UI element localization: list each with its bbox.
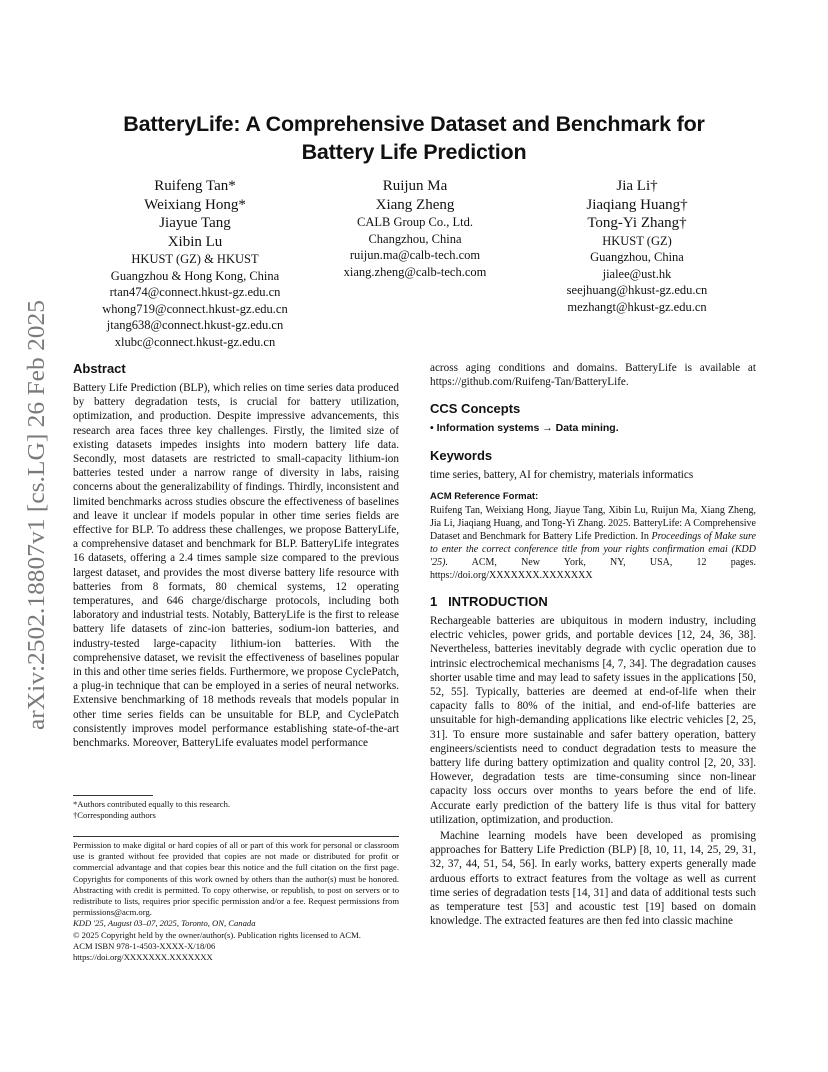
- permission-block: [73, 836, 399, 963]
- copyright-line: © 2025 Copyright held by the owner/author(s). Publication rights licensed to ACM.: [73, 929, 361, 940]
- author-email[interactable]: whong719@connect.hkust-gz.edu.cn: [102, 301, 288, 316]
- author-name: Jiayue Tang: [159, 215, 231, 231]
- author-email[interactable]: jialee@ust.hk: [602, 266, 672, 281]
- affiliation: CALB Group Co., Ltd.: [357, 215, 473, 229]
- intro-paragraph-1: Rechargeable batteries are ubiquitous in modern industry, including electric vehicles, power grids, and portable devices [12, 24, 36, 38]. Nevertheless, batteries inevitably degrade with cyclic operation due to intrinsic electrochemical mechanisms [4, 7, 34]. The degradation causes shorter usable time and may lead to safety issues in the applications [50, 52, 55]. Typically, batteries are deemed at end-of-life when their capacity falls to 80% of the initial, and end-of-life batteries are unsuitable for high-demanding applications like electric vehicles [2, 25, 31]. To ensure more sustainable and safer battery operation, battery engineers/scientists need to conduct degradation tests to measure the battery life during battery optimization and quality control [2, 20, 33]. However, degradation tests are time-consuming since non-linear capacity loss occurs over months to years before the end of life. Accurate early prediction of the battery life is thus vital for battery utilization, optimization, and production.: [430, 615, 756, 826]
- affiliation: HKUST (GZ) & HKUST: [131, 252, 259, 266]
- author-block-hkust-gz: [522, 177, 752, 315]
- footnote-rule: [73, 795, 153, 796]
- footnote-corresponding: †Corresponding authors: [73, 810, 156, 820]
- author-footnotes: [73, 795, 399, 821]
- author-email[interactable]: xlubc@connect.hkust-gz.edu.cn: [114, 334, 276, 349]
- introduction-heading: 1 INTRODUCTION: [430, 594, 548, 610]
- author-email[interactable]: ruijun.ma@calb-tech.com: [349, 248, 481, 262]
- acm-reference-proceedings: Proceedings of Make sure to enter the correct conference title from your rights confirmation emai (KDD '25).: [430, 531, 756, 569]
- venue-line: KDD '25, August 03–07, 2025, Toronto, ON, Canada: [73, 918, 256, 929]
- isbn-line: ACM ISBN 978-1-4503-XXXX-X/18/06: [73, 940, 216, 951]
- affiliation-location: Guangzhou, China: [590, 250, 684, 264]
- permission-rule: [73, 836, 399, 837]
- author-email[interactable]: xiang.zheng@calb-tech.com: [343, 264, 487, 279]
- footnote-equal-contribution: *Authors contributed equally to this research.: [73, 799, 231, 809]
- intro-paragraph-2: Machine learning models have been developed as promising approaches for Battery Life Prediction (BLP) [8, 10, 11, 14, 25, 29, 31, 32, 37, 44, 51, 54, 56]. In early works, battery experts generally made arduous efforts to extract features from the voltage as well as current time series of degradation tests [14, 31] and data of additional tests such as temperature test [53] and acoustic test [19] based on domain knowledge. The extracted features are then fed into classic machine: [430, 830, 756, 928]
- acm-reference-text: [430, 504, 756, 582]
- keywords-heading: Keywords: [430, 447, 493, 463]
- arxiv-stamp-text: arXiv:2502.18807v1 [cs.LG] 26 Feb 2025: [24, 324, 50, 730]
- author-block-calb: [300, 177, 530, 280]
- title-line-1: BatteryLife: A Comprehensive Dataset and Benchmark for: [123, 112, 705, 136]
- affiliation: HKUST (GZ): [602, 233, 672, 248]
- author-name: Tong-Yi Zhang†: [587, 215, 687, 231]
- title-line-2: Battery Life Prediction: [301, 140, 527, 164]
- author-name: Weixiang Hong*: [144, 196, 246, 213]
- author-name: Xibin Lu: [167, 233, 223, 250]
- author-name: Jia Li†: [616, 178, 658, 194]
- right-column: [430, 361, 756, 928]
- affiliation-location: Changzhou, China: [368, 231, 462, 246]
- author-name: Ruifeng Tan*: [154, 178, 236, 194]
- doi-link[interactable]: https://doi.org/XXXXXXX.XXXXXXX: [73, 952, 213, 963]
- author-block-hkust: [80, 177, 310, 350]
- acm-reference-heading: ACM Reference Format:: [430, 490, 539, 502]
- author-email[interactable]: rtan474@connect.hkust-gz.edu.cn: [109, 285, 281, 299]
- author-email[interactable]: jtang638@connect.hkust-gz.edu.cn: [106, 318, 284, 332]
- author-name: Jiaqiang Huang†: [586, 196, 688, 213]
- author-name: Ruijun Ma: [382, 178, 448, 194]
- keywords-text: time series, battery, AI for chemistry, materials informatics: [430, 468, 694, 481]
- abstract-text: Battery Life Prediction (BLP), which relies on time series data produced by battery degradation tests, is crucial for battery utilization, optimization, and production. Despite impressive advancements, this research area faces three key challenges. Firstly, the limited size of existing datasets impedes insights into modern battery life data. Secondly, most datasets are restricted to small-capacity lithium-ion batteries tested under a narrow range of diversity in labs, raising concerns about the generalizability of findings. Thirdly, inconsistent and limited benchmarks across studies obscure the effectiveness of baselines and leave it unclear if models popular in other time series fields are effective for BLP. To address these challenges, we propose BatteryLife, a comprehensive dataset and benchmark for BLP. BatteryLife integrates 16 datasets, offering a 2.4 times sample size compared to the previous largest dataset, and provides the most diverse battery life resource with batteries from 8 formats, 80 chemical systems, 12 operating temperatures, and 646 charge/discharge protocols, including both laboratory and industrial tests. Notably, BatteryLife is the first to release battery life datasets of zinc-ion batteries, sodium-ion batteries, and industry-tested large-capacity lithium-ion batteries. With the comprehensive dataset, we revisit the effectiveness of baselines popular in this and other time series fields. Furthermore, we propose CyclePatch, a plug-in technique that can be employed in a series of neural networks. Extensive benchmarking of 18 methods reveals that models popular in other time series fields can be unsuitable for BLP, and CyclePatch consistently improves model performance establishing state-of-the-art benchmarks. Moreover, BatteryLife evaluates model performance: [73, 382, 399, 750]
- author-email[interactable]: mezhangt@hkust-gz.edu.cn: [567, 299, 707, 314]
- permission-text: Permission to make digital or hard copies of all or part of this work for personal or classroom use is granted without fee provided that copies are not made or distributed for profit or commercial advantage and that copies bear this notice and the full citation on the first page. Copyrights for components of this work owned by others than the author(s) must be honored. Abstracting with credit is permitted. To copy otherwise, or republish, to post on servers or to redistribute to lists, requires prior specific permission and/or a fee. Request permissions from permissions@acm.org.: [73, 840, 399, 918]
- acm-reference-tail: ACM, New York, NY, USA, 12 pages. https://doi.org/XXXXXXX.XXXXXXX: [430, 557, 756, 582]
- ccs-item: • Information systems → Data mining.: [430, 422, 619, 435]
- affiliation-location: Guangzhou & Hong Kong, China: [110, 268, 280, 283]
- abstract-heading: Abstract: [73, 361, 126, 376]
- abstract-continuation: across aging conditions and domains. BatteryLife is available at https://github.com/Ruifeng-Tan/BatteryLife.: [430, 362, 756, 389]
- author-name: Xiang Zheng: [375, 196, 455, 213]
- arxiv-stamp: [22, 300, 50, 730]
- acm-reference-main: Ruifeng Tan, Weixiang Hong, Jiayue Tang, Xibin Lu, Ruijun Ma, Xiang Zheng, Jia Li, Jiaqiang Huang, and Tong-Yi Zhang. 2025. BatteryLife: A Comprehensive Dataset and Benchmark for Battery Life Prediction. In: [430, 505, 756, 543]
- paper-title: [80, 110, 748, 166]
- left-column: [73, 361, 399, 750]
- author-email[interactable]: seejhuang@hkust-gz.edu.cn: [566, 283, 708, 297]
- ccs-heading: CCS Concepts: [430, 401, 521, 417]
